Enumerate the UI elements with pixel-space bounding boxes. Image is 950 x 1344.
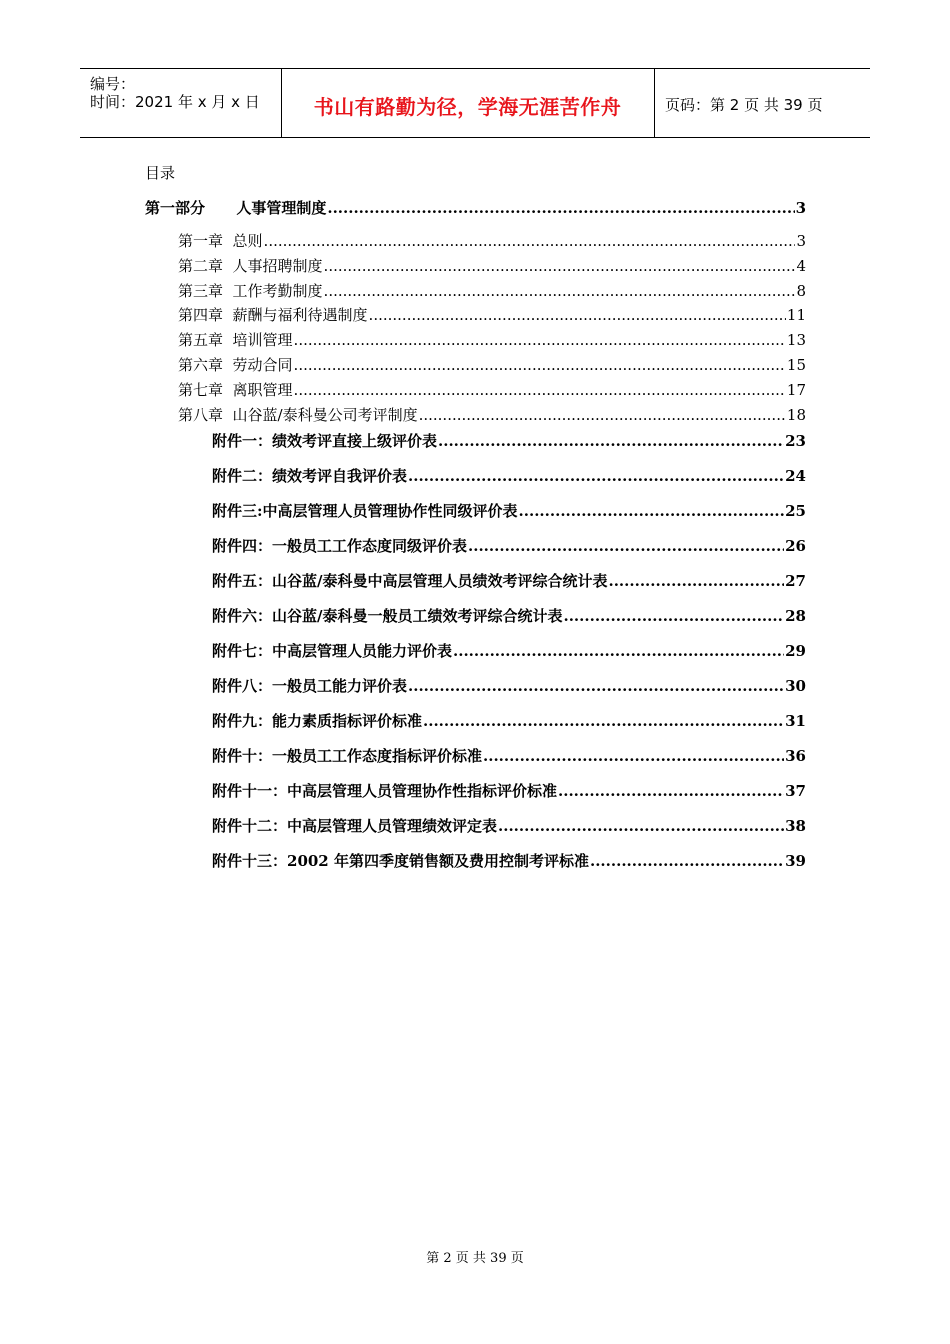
toc-leader-dots <box>294 331 786 349</box>
toc-entry-label: 附件四：一般员工工作态度同级评价表 <box>212 537 468 555</box>
toc-entry-page: 36 <box>785 747 806 765</box>
toc-appendix-entry[interactable] <box>212 500 806 521</box>
toc-leader-dots <box>264 232 796 250</box>
header-page-cell <box>655 69 870 137</box>
toc-entry-label: 附件一：绩效考评直接上级评价表 <box>212 432 438 450</box>
toc-leader-dots <box>483 747 784 765</box>
toc-entry-label: 第八章 山谷蓝/泰科曼公司考评制度 <box>178 406 418 424</box>
toc-leader-dots <box>324 282 796 300</box>
motto-text: 书山有路勤为径，学海无涯苦作舟 <box>313 95 622 119</box>
toc-entry-label: 附件六：山谷蓝/泰科曼一般员工绩效考评综合统计表 <box>212 607 563 625</box>
toc-leader-dots <box>408 677 784 695</box>
toc-entry-page: 29 <box>785 642 806 660</box>
toc-leader-dots <box>468 537 784 555</box>
toc-entry-page: 25 <box>785 502 806 520</box>
toc-leader-dots <box>438 432 784 450</box>
toc-entry-label: 第一章 总则 <box>178 232 263 250</box>
toc-appendix-entry[interactable] <box>212 745 806 766</box>
toc-entry-page: 13 <box>786 331 806 349</box>
toc-entry-page: 3 <box>796 232 806 250</box>
toc-leader-dots <box>408 467 784 485</box>
toc-entry-label: 附件二：绩效考评自我评价表 <box>212 467 408 485</box>
toc-entry-label: 附件十：一般员工工作态度指标评价标准 <box>212 747 483 765</box>
toc-entry-page: 28 <box>785 607 806 625</box>
toc-entry-label: 第六章 劳动合同 <box>178 356 293 374</box>
toc-entry-label: 附件七：中高层管理人员能力评价表 <box>212 642 453 660</box>
toc-entry-page: 8 <box>796 282 806 300</box>
toc-chapter-entry[interactable] <box>178 354 806 375</box>
toc-entry-page: 4 <box>796 257 806 275</box>
toc-entry-label: 第四章 薪酬与福利待遇制度 <box>178 306 368 324</box>
toc-appendix-entry[interactable] <box>212 570 806 591</box>
toc-entry-page: 27 <box>785 572 806 590</box>
toc-entry-page: 17 <box>786 381 806 399</box>
toc-leader-dots <box>563 607 784 625</box>
toc-appendix-entry[interactable] <box>212 605 806 626</box>
toc-entry-label: 附件十三：2002 年第四季度销售额及费用控制考评标准 <box>212 852 589 870</box>
toc-entry-page: 26 <box>785 537 806 555</box>
toc-entry-page: 15 <box>786 356 806 374</box>
toc-entry-page: 38 <box>785 817 806 835</box>
toc-entry-page: 37 <box>785 782 806 800</box>
toc-title: 目录 <box>145 164 176 182</box>
toc-chapter-entry[interactable] <box>178 255 806 276</box>
document-header <box>80 68 870 138</box>
toc-leader-dots <box>419 406 786 424</box>
toc-appendix-entry[interactable] <box>212 710 806 731</box>
toc-leader-dots <box>519 502 785 520</box>
toc-chapter-entry[interactable] <box>178 379 806 400</box>
toc-chapter-entry[interactable] <box>178 404 806 425</box>
toc-entry-page: 3 <box>795 199 806 217</box>
header-motto-cell <box>281 69 655 137</box>
toc-leader-dots <box>369 306 786 324</box>
toc-entry-label: 第五章 培训管理 <box>178 331 293 349</box>
toc-chapter-entry[interactable] <box>178 280 806 301</box>
toc-leader-dots <box>423 712 784 730</box>
toc-entry-page: 24 <box>785 467 806 485</box>
toc-chapter-entry[interactable] <box>178 304 806 325</box>
toc-entry-label: 第二章 人事招聘制度 <box>178 257 323 275</box>
toc-leader-dots <box>294 381 786 399</box>
toc-leader-dots <box>327 199 794 217</box>
toc-appendix-entry[interactable] <box>212 675 806 696</box>
toc-appendix-entry[interactable] <box>212 465 806 486</box>
toc-leader-dots <box>608 572 784 590</box>
toc-leader-dots <box>498 817 784 835</box>
toc-entry-page: 18 <box>786 406 806 424</box>
toc-entry-page: 31 <box>785 712 806 730</box>
time-label: 时间：2021 年 x 月 x 日 <box>90 93 260 111</box>
toc-entry-label: 第一部分 人事管理制度 <box>145 199 327 217</box>
toc-leader-dots <box>324 257 796 275</box>
toc-leader-dots <box>590 852 784 870</box>
toc-entry-label: 附件三:中高层管理人员管理协作性同级评价表 <box>212 502 518 520</box>
toc-chapter-entry[interactable] <box>178 230 806 251</box>
toc-appendix-entry[interactable] <box>212 850 806 871</box>
page-footer: 第 2 页 共 39 页 <box>426 1251 524 1266</box>
toc-entry-page: 23 <box>785 432 806 450</box>
number-label: 编号： <box>90 75 136 93</box>
toc-appendix-entry[interactable] <box>212 535 806 556</box>
toc-chapter-entry[interactable] <box>178 329 806 350</box>
toc-entry-label: 第三章 工作考勤制度 <box>178 282 323 300</box>
toc-entry-label: 附件十二：中高层管理人员管理绩效评定表 <box>212 817 498 835</box>
toc-entry-label: 附件九：能力素质指标评价标准 <box>212 712 423 730</box>
toc-entry-page: 11 <box>786 306 806 324</box>
toc-appendix-entry[interactable] <box>212 430 806 451</box>
toc-appendix-entry[interactable] <box>212 640 806 661</box>
toc-entry-label: 附件八：一般员工能力评价表 <box>212 677 408 695</box>
toc-entry-page: 39 <box>785 852 806 870</box>
header-meta-cell <box>80 69 282 137</box>
toc-entry-page: 30 <box>785 677 806 695</box>
toc-part-entry[interactable] <box>145 197 806 218</box>
toc-leader-dots <box>453 642 784 660</box>
toc-entry-label: 附件十一：中高层管理人员管理协作性指标评价标准 <box>212 782 558 800</box>
toc-appendix-entry[interactable] <box>212 815 806 836</box>
toc-leader-dots <box>558 782 784 800</box>
toc-entry-label: 附件五：山谷蓝/泰科曼中高层管理人员绩效考评综合统计表 <box>212 572 608 590</box>
toc-appendix-entry[interactable] <box>212 780 806 801</box>
page-info: 页码：第 2 页 共 39 页 <box>665 96 823 114</box>
toc-leader-dots <box>294 356 786 374</box>
toc-entry-label: 第七章 离职管理 <box>178 381 293 399</box>
